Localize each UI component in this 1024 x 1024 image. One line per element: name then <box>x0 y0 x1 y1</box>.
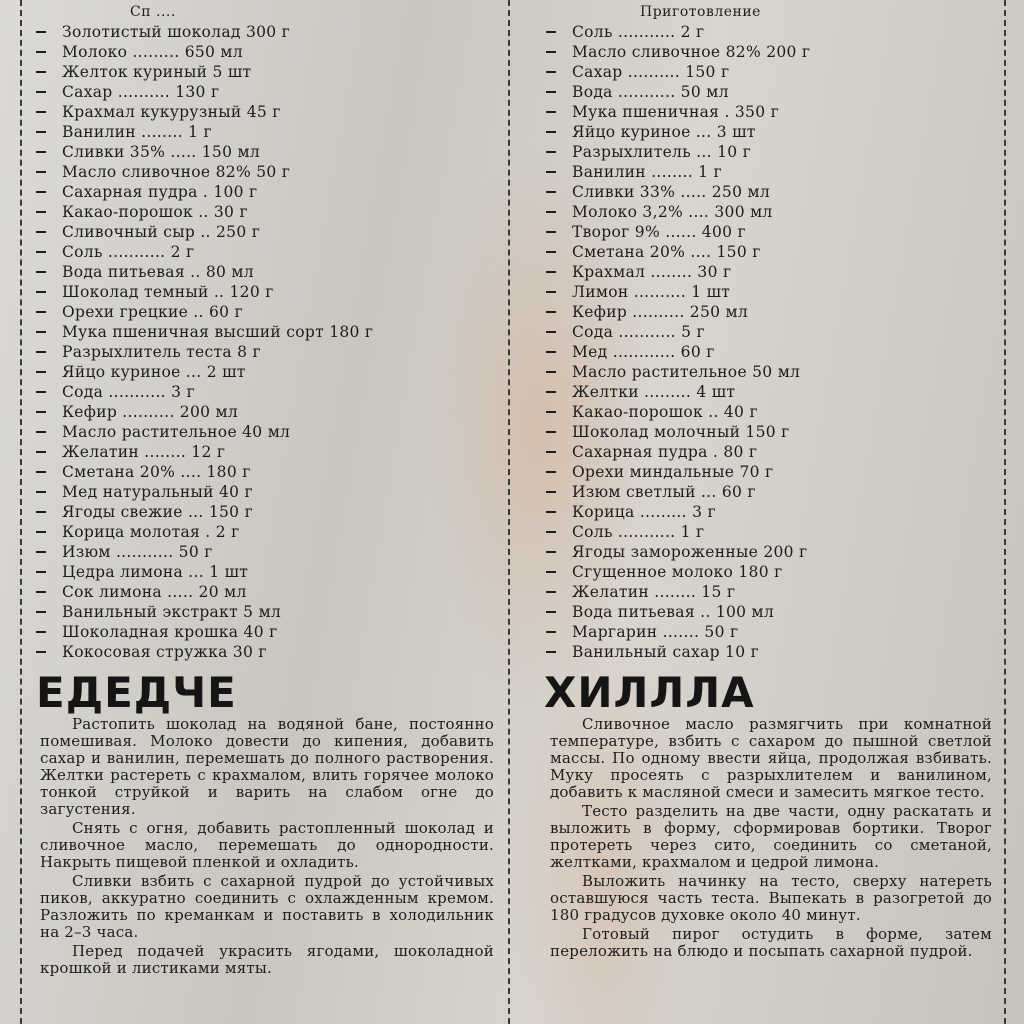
ingredient-item <box>30 82 498 102</box>
bullet-dash-icon <box>546 611 556 613</box>
ingredient-text: Мука пшеничная высший сорт 180 г <box>62 323 374 341</box>
ingredient-text: Мед ............ 60 г <box>572 343 715 361</box>
ingredient-text: Сметана 20% .... 180 г <box>62 463 251 481</box>
ingredient-item <box>540 482 996 502</box>
ingredient-text: Сливки 33% ..... 250 мл <box>572 183 770 201</box>
ingredient-item <box>540 442 996 462</box>
bullet-dash-icon <box>546 451 556 453</box>
ingredient-item <box>30 542 498 562</box>
right-method-text <box>550 716 992 962</box>
right-recipe-heading: ХИЛЛЛА <box>544 668 755 717</box>
ingredient-item <box>30 502 498 522</box>
ingredient-text: Сахарная пудра . 80 г <box>572 443 758 461</box>
ingredient-item <box>30 402 498 422</box>
bullet-dash-icon <box>36 391 46 393</box>
bullet-dash-icon <box>546 431 556 433</box>
bullet-dash-icon <box>546 471 556 473</box>
ingredient-text: Разрыхлитель теста 8 г <box>62 343 261 361</box>
bullet-dash-icon <box>546 131 556 133</box>
ingredient-item <box>540 342 996 362</box>
ingredient-text: Ягоды замороженные 200 г <box>572 543 808 561</box>
ingredient-text: Соль ........... 2 г <box>62 243 195 261</box>
ingredient-text: Сода ........... 5 г <box>572 323 705 341</box>
bullet-dash-icon <box>546 291 556 293</box>
ingredient-item <box>30 242 498 262</box>
ingredient-item <box>540 42 996 62</box>
ingredient-item <box>30 222 498 242</box>
bullet-dash-icon <box>546 51 556 53</box>
ingredient-text: Какао-порошок .. 40 г <box>572 403 758 421</box>
ingredient-item <box>30 202 498 222</box>
bullet-dash-icon <box>36 251 46 253</box>
ingredient-item <box>30 622 498 642</box>
ingredient-item <box>30 42 498 62</box>
bullet-dash-icon <box>36 571 46 573</box>
bullet-dash-icon <box>36 271 46 273</box>
bullet-dash-icon <box>36 331 46 333</box>
bullet-dash-icon <box>36 151 46 153</box>
left-column <box>30 0 498 1024</box>
ingredient-text: Сок лимона ..... 20 мл <box>62 583 247 601</box>
ingredient-item <box>30 162 498 182</box>
ingredient-item <box>30 182 498 202</box>
ingredient-item <box>540 582 996 602</box>
bullet-dash-icon <box>36 211 46 213</box>
ingredient-item <box>540 162 996 182</box>
ingredient-item <box>540 382 996 402</box>
ingredient-item <box>30 102 498 122</box>
ingredient-item <box>540 402 996 422</box>
ingredient-text: Изюм светлый ... 60 г <box>572 483 756 501</box>
bullet-dash-icon <box>546 531 556 533</box>
ingredient-text: Ванилин ........ 1 г <box>572 163 722 181</box>
bullet-dash-icon <box>546 211 556 213</box>
ingredient-item <box>540 642 996 662</box>
ingredient-item <box>30 482 498 502</box>
bullet-dash-icon <box>36 471 46 473</box>
ingredient-text: Лимон .......... 1 шт <box>572 283 731 301</box>
ingredient-text: Сгущенное молоко 180 г <box>572 563 783 581</box>
bullet-dash-icon <box>546 351 556 353</box>
right-caption: Приготовление <box>640 4 761 20</box>
bullet-dash-icon <box>36 111 46 113</box>
ingredient-item <box>30 22 498 42</box>
bullet-dash-icon <box>36 371 46 373</box>
ingredient-text: Масло сливочное 82% 50 г <box>62 163 291 181</box>
ingredient-text: Молоко 3,2% .... 300 мл <box>572 203 773 221</box>
bullet-dash-icon <box>36 191 46 193</box>
bullet-dash-icon <box>36 91 46 93</box>
bullet-dash-icon <box>546 311 556 313</box>
ingredient-item <box>30 122 498 142</box>
ingredient-item <box>540 302 996 322</box>
ingredient-text: Шоколад темный .. 120 г <box>62 283 274 301</box>
method-paragraph: Сливки взбить с сахарной пудрой до устойчивых пиков, аккуратно соединить с охлажденным кремом. Разложить по креманкам и поставить в холодильник на 2–3 часа. <box>40 872 494 941</box>
ingredient-text: Корица молотая . 2 г <box>62 523 240 541</box>
ingredient-text: Яйцо куриное ... 3 шт <box>572 123 756 141</box>
bullet-dash-icon <box>36 311 46 313</box>
ingredient-item <box>30 362 498 382</box>
bullet-dash-icon <box>36 411 46 413</box>
ingredient-text: Мед натуральный 40 г <box>62 483 253 501</box>
ingredient-text: Изюм ........... 50 г <box>62 543 213 561</box>
ingredient-item <box>30 602 498 622</box>
bullet-dash-icon <box>546 391 556 393</box>
bullet-dash-icon <box>546 591 556 593</box>
ingredient-item <box>540 22 996 42</box>
left-border-rule <box>20 0 22 1024</box>
ingredient-text: Вода питьевая .. 80 мл <box>62 263 254 281</box>
method-paragraph: Готовый пирог остудить в форме, затем переложить на блюдо и посыпать сахарной пудрой. <box>550 925 992 960</box>
bullet-dash-icon <box>36 291 46 293</box>
ingredient-text: Мука пшеничная . 350 г <box>572 103 780 121</box>
ingredient-text: Какао-порошок .. 30 г <box>62 203 248 221</box>
ingredient-item <box>30 642 498 662</box>
ingredient-text: Сода ........... 3 г <box>62 383 195 401</box>
ingredient-item <box>540 322 996 342</box>
ingredient-text: Корица ......... 3 г <box>572 503 716 521</box>
bullet-dash-icon <box>36 31 46 33</box>
bullet-dash-icon <box>36 611 46 613</box>
ingredient-item <box>540 142 996 162</box>
bullet-dash-icon <box>36 631 46 633</box>
ingredient-item <box>30 522 498 542</box>
ingredient-text: Соль ........... 1 г <box>572 523 705 541</box>
ingredient-text: Масло сливочное 82% 200 г <box>572 43 811 61</box>
bullet-dash-icon <box>36 71 46 73</box>
ingredient-item <box>540 542 996 562</box>
ingredient-item <box>30 322 498 342</box>
ingredient-text: Ванильный экстракт 5 мл <box>62 603 282 621</box>
ingredient-item <box>540 182 996 202</box>
ingredient-item <box>30 382 498 402</box>
right-border-rule <box>1004 0 1006 1024</box>
bullet-dash-icon <box>36 491 46 493</box>
bullet-dash-icon <box>546 511 556 513</box>
bullet-dash-icon <box>36 591 46 593</box>
method-paragraph: Снять с огня, добавить растопленный шоколад и сливочное масло, перемешать до однородности. Накрыть пищевой пленкой и охладить. <box>40 819 494 871</box>
bullet-dash-icon <box>36 531 46 533</box>
right-column <box>540 0 996 1024</box>
ingredient-text: Маргарин ....... 50 г <box>572 623 739 641</box>
bullet-dash-icon <box>36 431 46 433</box>
right-ingredient-list <box>540 22 996 662</box>
bullet-dash-icon <box>36 651 46 653</box>
ingredient-text: Вода ........... 50 мл <box>572 83 729 101</box>
method-paragraph: Сливочное масло размягчить при комнатной температуре, взбить с сахаром до пышной светлой массы. По одному ввести яйца, продолжая взбивать. Муку просеять с разрыхлителем и ванилином, добавить к масляной смеси и замесить мягкое тесто. <box>550 715 992 801</box>
ingredient-item <box>540 282 996 302</box>
ingredient-text: Желтки ......... 4 шт <box>572 383 736 401</box>
ingredient-item <box>30 442 498 462</box>
method-paragraph: Растопить шоколад на водяной бане, постоянно помешивая. Молоко довести до кипения, добавить сахар и ванилин, перемешать до полного растворения. Желтки растереть с крахмалом, влить горячее молоко тонкой струйкой и варить на слабом огне до загустения. <box>40 715 494 818</box>
ingredient-text: Ягоды свежие ... 150 г <box>62 503 253 521</box>
bullet-dash-icon <box>36 451 46 453</box>
ingredient-text: Кокосовая стружка 30 г <box>62 643 267 661</box>
ingredient-item <box>30 302 498 322</box>
ingredient-text: Вода питьевая .. 100 мл <box>572 603 775 621</box>
method-paragraph: Тесто разделить на две части, одну раскатать и выложить в форму, сформировав бортики. Творог протереть через сито, соединить со сметаной, желтками, крахмалом и цедрой лимона. <box>550 802 992 871</box>
ingredient-item <box>540 202 996 222</box>
ingredient-item <box>540 622 996 642</box>
ingredient-item <box>540 362 996 382</box>
bullet-dash-icon <box>546 251 556 253</box>
ingredient-text: Сахар .......... 130 г <box>62 83 220 101</box>
ingredient-item <box>540 102 996 122</box>
ingredient-item <box>540 522 996 542</box>
bullet-dash-icon <box>546 151 556 153</box>
ingredient-item <box>30 562 498 582</box>
ingredient-text: Масло растительное 40 мл <box>62 423 291 441</box>
ingredient-text: Цедра лимона ... 1 шт <box>62 563 249 581</box>
ingredient-text: Яйцо куриное ... 2 шт <box>62 363 246 381</box>
ingredient-text: Разрыхлитель ... 10 г <box>572 143 752 161</box>
ingredient-text: Сахар .......... 150 г <box>572 63 730 81</box>
bullet-dash-icon <box>546 551 556 553</box>
bullet-dash-icon <box>546 231 556 233</box>
bullet-dash-icon <box>546 111 556 113</box>
ingredient-item <box>30 62 498 82</box>
ingredient-item <box>540 242 996 262</box>
bullet-dash-icon <box>36 511 46 513</box>
bullet-dash-icon <box>546 411 556 413</box>
ingredient-item <box>540 562 996 582</box>
ingredient-item <box>30 462 498 482</box>
method-paragraph: Перед подачей украсить ягодами, шоколадной крошкой и листиками мяты. <box>40 942 494 977</box>
bullet-dash-icon <box>36 171 46 173</box>
bullet-dash-icon <box>546 271 556 273</box>
ingredient-text: Кефир .......... 200 мл <box>62 403 238 421</box>
bullet-dash-icon <box>36 551 46 553</box>
column-divider-rule <box>508 0 510 1024</box>
ingredient-text: Шоколад молочный 150 г <box>572 423 790 441</box>
ingredient-text: Соль ........... 2 г <box>572 23 705 41</box>
ingredient-text: Сливочный сыр .. 250 г <box>62 223 261 241</box>
bullet-dash-icon <box>36 131 46 133</box>
ingredient-text: Желатин ........ 15 г <box>572 583 736 601</box>
left-ingredient-list <box>30 22 498 662</box>
bullet-dash-icon <box>546 491 556 493</box>
ingredient-text: Молоко ......... 650 мл <box>62 43 243 61</box>
ingredient-item <box>540 82 996 102</box>
bullet-dash-icon <box>546 71 556 73</box>
ingredient-text: Кефир .......... 250 мл <box>572 303 748 321</box>
ingredient-text: Творог 9% ...... 400 г <box>572 223 746 241</box>
bullet-dash-icon <box>546 371 556 373</box>
ingredient-item <box>30 262 498 282</box>
bullet-dash-icon <box>546 651 556 653</box>
bullet-dash-icon <box>546 171 556 173</box>
ingredient-item <box>30 342 498 362</box>
ingredient-text: Орехи миндальные 70 г <box>572 463 774 481</box>
bullet-dash-icon <box>36 231 46 233</box>
left-method-text <box>40 716 494 979</box>
ingredient-item <box>30 282 498 302</box>
ingredient-text: Орехи грецкие .. 60 г <box>62 303 243 321</box>
bullet-dash-icon <box>546 91 556 93</box>
ingredient-item <box>540 262 996 282</box>
ingredient-text: Шоколадная крошка 40 г <box>62 623 278 641</box>
bullet-dash-icon <box>546 31 556 33</box>
ingredient-text: Крахмал ........ 30 г <box>572 263 732 281</box>
ingredient-item <box>30 142 498 162</box>
ingredient-text: Сметана 20% .... 150 г <box>572 243 761 261</box>
bullet-dash-icon <box>36 351 46 353</box>
ingredient-text: Сахарная пудра . 100 г <box>62 183 258 201</box>
ingredient-text: Крахмал кукурузный 45 г <box>62 103 281 121</box>
bullet-dash-icon <box>546 191 556 193</box>
ingredient-item <box>540 222 996 242</box>
bullet-dash-icon <box>546 331 556 333</box>
ingredient-item <box>540 462 996 482</box>
ingredient-text: Ванильный сахар 10 г <box>572 643 760 661</box>
ingredient-item <box>540 62 996 82</box>
ingredient-text: Желатин ........ 12 г <box>62 443 226 461</box>
ingredient-item <box>540 122 996 142</box>
ingredient-item <box>540 502 996 522</box>
ingredient-text: Желток куриный 5 шт <box>62 63 252 81</box>
method-paragraph: Выложить начинку на тесто, сверху натереть оставшуюся часть теста. Выпекать в разогретой до 180 градусов духовке около 40 минут. <box>550 872 992 924</box>
bullet-dash-icon <box>546 631 556 633</box>
ingredient-item <box>30 422 498 442</box>
ingredient-text: Золотистый шоколад 300 г <box>62 23 291 41</box>
ingredient-text: Ванилин ........ 1 г <box>62 123 212 141</box>
ingredient-item <box>540 422 996 442</box>
ingredient-item <box>30 582 498 602</box>
ingredient-text: Сливки 35% ..... 150 мл <box>62 143 260 161</box>
bullet-dash-icon <box>36 51 46 53</box>
ingredient-text: Масло растительное 50 мл <box>572 363 801 381</box>
ingredient-item <box>540 602 996 622</box>
bullet-dash-icon <box>546 571 556 573</box>
left-caption: Сп .... <box>130 4 176 20</box>
left-recipe-heading: ЕДЕДЧЕ <box>36 668 237 717</box>
